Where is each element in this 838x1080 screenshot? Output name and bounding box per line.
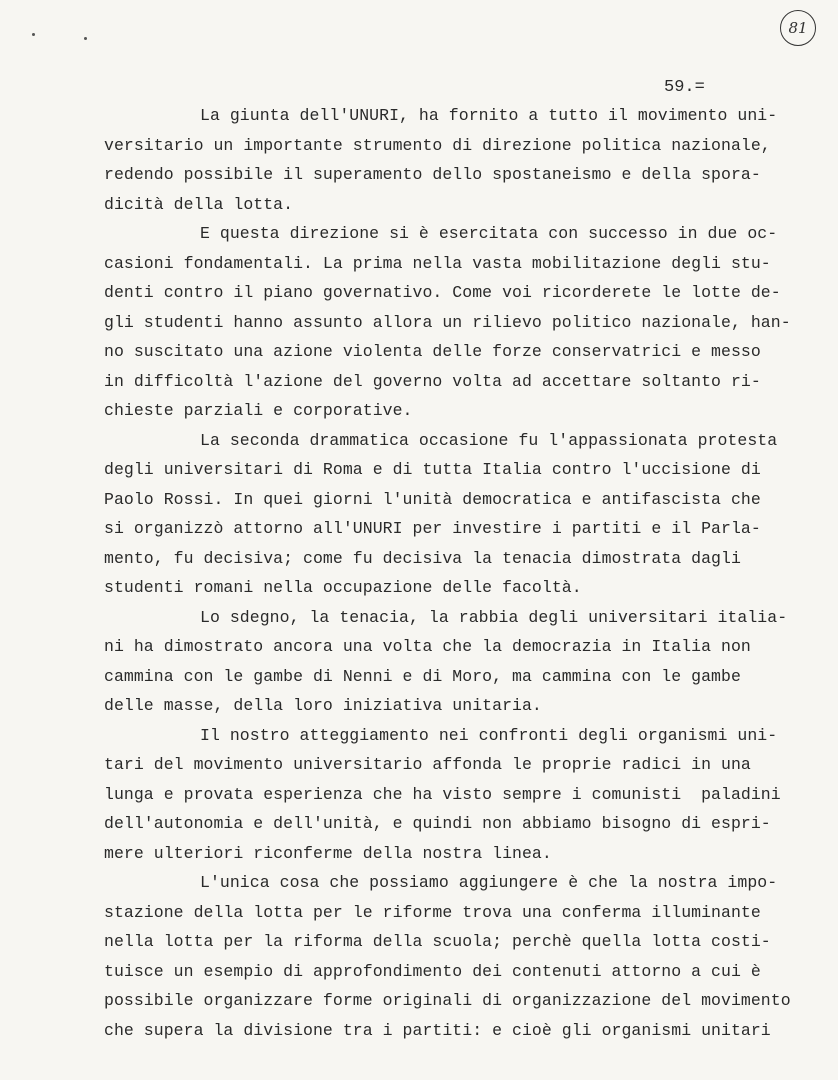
text-line: in difficoltà l'azione del governo volta ad accettare soltanto ri- (104, 371, 761, 391)
text-line: casioni fondamentali. La prima nella vasta mobilitazione degli stu- (104, 253, 771, 273)
body-text (104, 101, 824, 1045)
text-line: redendo possibile il superamento dello spostaneismo e della spora- (104, 165, 761, 184)
text-line: che supera la divisione tra i partiti: e cioè gli organismi unitari (104, 1020, 771, 1040)
archive-page-stamp (780, 10, 816, 46)
text-line: La seconda drammatica occasione fu l'appassionata protesta (200, 430, 778, 450)
text-line: lunga e provata esperienza che ha visto sempre i comunisti paladini (104, 784, 781, 804)
scan-speck (32, 33, 35, 36)
text-line: delle masse, della loro iniziativa unitaria. (104, 696, 542, 715)
text-line: tari del movimento universitario affonda le proprie radici in una (104, 755, 751, 774)
text-line: nella lotta per la riforma della scuola; perchè quella lotta costi- (104, 932, 771, 951)
text-line: gli studenti hanno assunto allora un rilievo politico nazionale, han- (104, 312, 791, 332)
text-line: versitario un importante strumento di direzione politica nazionale, (104, 135, 771, 155)
text-line: studenti romani nella occupazione delle facoltà. (104, 578, 582, 597)
text-line: no suscitato una azione violenta delle forze conservatrici e messo (104, 342, 761, 361)
text-line: Paolo Rossi. In quei giorni l'unità democratica e antifascista che (104, 489, 761, 509)
text-line: cammina con le gambe di Nenni e di Moro, ma cammina con le gambe (104, 666, 741, 686)
archive-page-stamp-number: 81 (788, 19, 808, 37)
text-line: possibile organizzare forme originali di organizzazione del movimento (104, 991, 791, 1010)
text-line: stazione della lotta per le riforme trova una conferma illuminante (104, 902, 761, 922)
text-line: mere ulteriori riconferme della nostra linea. (104, 843, 552, 863)
scan-speck (84, 37, 87, 40)
text-line: Lo sdegno, la tenacia, la rabbia degli universitari italia- (200, 607, 788, 627)
text-line: degli universitari di Roma e di tutta Italia contro l'uccisione di (104, 460, 761, 479)
text-line: dicità della lotta. (104, 194, 294, 214)
text-line: ni ha dimostrato ancora una volta che la democrazia in Italia non (104, 637, 751, 656)
text-line: tuisce un esempio di approfondimento dei contenuti attorno a cui è (104, 961, 761, 981)
text-line: Il nostro atteggiamento nei confronti degli organismi uni- (200, 725, 778, 745)
page-number: 59.= (664, 78, 705, 97)
text-line: denti contro il piano governativo. Come voi ricorderete le lotte de- (104, 283, 781, 302)
text-line: chieste parziali e corporative. (104, 401, 413, 420)
text-line: L'unica cosa che possiamo aggiungere è che la nostra impo- (200, 873, 778, 892)
text-line: La giunta dell'UNURI, ha fornito a tutto il movimento uni- (200, 106, 778, 125)
text-line: dell'autonomia e dell'unità, e quindi non abbiamo bisogno di espri- (104, 814, 771, 833)
text-line: mento, fu decisiva; come fu decisiva la tenacia dimostrata dagli (104, 548, 741, 568)
text-line: E questa direzione si è esercitata con successo in due oc- (200, 224, 778, 243)
text-line: si organizzò attorno all'UNURI per investire i partiti e il Parla- (104, 519, 761, 538)
